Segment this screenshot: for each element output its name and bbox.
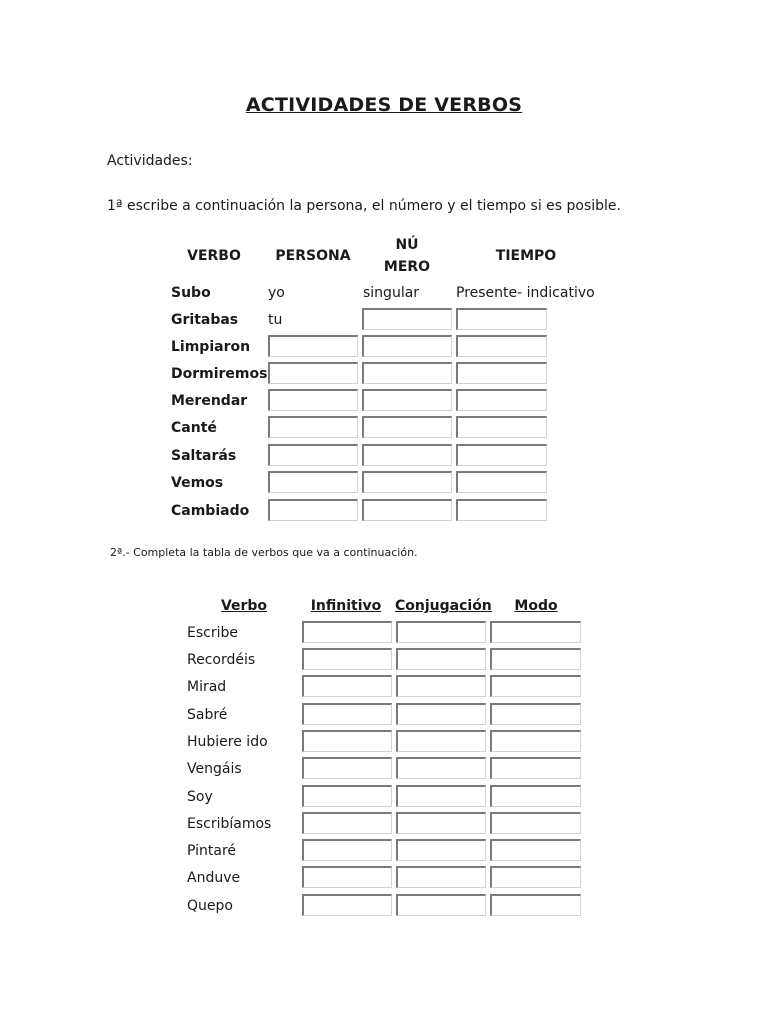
ex2-conjugation-field[interactable] [396, 812, 486, 834]
ex1-header-verb: VERBO [187, 248, 241, 264]
ex2-conjugation-field[interactable] [396, 785, 486, 807]
intro-label: Actividades: [107, 153, 193, 169]
ex1-person-field[interactable] [268, 444, 358, 466]
ex1-person-value: yo [268, 285, 285, 301]
ex1-tense-field[interactable] [456, 499, 547, 521]
ex1-number-field[interactable] [362, 335, 452, 357]
ex2-mode-field[interactable] [490, 648, 581, 670]
ex1-tense-field[interactable] [456, 389, 547, 411]
ex2-header-infinitive: Infinitivo [310, 598, 382, 614]
ex2-verb: Soy [187, 789, 213, 805]
ex1-tense-field[interactable] [456, 308, 547, 330]
ex2-infinitive-field[interactable] [302, 703, 392, 725]
ex1-header-number-line2: MERO [383, 259, 431, 275]
ex1-number-field[interactable] [362, 389, 452, 411]
ex1-person-field[interactable] [268, 389, 358, 411]
ex2-header-conjugation: Conjugación [395, 598, 492, 614]
ex1-number-value: singular [363, 285, 420, 301]
ex1-tense-field[interactable] [456, 362, 547, 384]
ex2-conjugation-field[interactable] [396, 757, 486, 779]
ex2-verb: Pintaré [187, 843, 237, 859]
page-title: ACTIVIDADES DE VERBOS [245, 94, 523, 116]
ex1-tense-value: Presente- indicativo [456, 285, 595, 301]
ex1-verb: Merendar [171, 393, 248, 409]
ex1-number-field[interactable] [362, 416, 452, 438]
ex2-header-verb: Verbo [220, 598, 268, 614]
ex2-mode-field[interactable] [490, 703, 581, 725]
ex2-infinitive-field[interactable] [302, 894, 392, 916]
ex1-verb: Vemos [171, 475, 224, 491]
ex2-mode-field[interactable] [490, 730, 581, 752]
ex2-mode-field[interactable] [490, 839, 581, 861]
ex1-number-field[interactable] [362, 499, 452, 521]
ex2-infinitive-field[interactable] [302, 648, 392, 670]
ex1-verb: Cambiado [171, 503, 250, 519]
ex2-infinitive-field[interactable] [302, 730, 392, 752]
ex1-verb: Canté [171, 420, 217, 436]
ex2-verb: Recordéis [187, 652, 256, 668]
ex2-verb: Hubiere ido [187, 734, 268, 750]
ex2-infinitive-field[interactable] [302, 866, 392, 888]
ex2-verb: Anduve [187, 870, 241, 886]
ex2-mode-field[interactable] [490, 621, 581, 643]
ex2-verb: Sabré [187, 707, 228, 723]
ex1-number-field[interactable] [362, 308, 452, 330]
ex2-mode-field[interactable] [490, 675, 581, 697]
ex1-header-number-line1: NÚ [395, 237, 419, 253]
ex2-conjugation-field[interactable] [396, 866, 486, 888]
ex1-verb: Limpiaron [171, 339, 251, 355]
ex2-infinitive-field[interactable] [302, 785, 392, 807]
ex1-person-field[interactable] [268, 362, 358, 384]
ex2-verb: Escribe [187, 625, 238, 641]
ex2-conjugation-field[interactable] [396, 894, 486, 916]
ex1-person-field[interactable] [268, 499, 358, 521]
ex2-infinitive-field[interactable] [302, 757, 392, 779]
ex2-verb: Mirad [187, 679, 227, 695]
ex2-conjugation-field[interactable] [396, 703, 486, 725]
ex1-person-field[interactable] [268, 416, 358, 438]
ex2-conjugation-field[interactable] [396, 730, 486, 752]
exercise2-instruction: 2ª.- Completa la tabla de verbos que va a continuación. [110, 546, 418, 559]
ex1-person-value: tu [268, 312, 283, 328]
ex1-person-field[interactable] [268, 335, 358, 357]
ex2-infinitive-field[interactable] [302, 675, 392, 697]
ex1-tense-field[interactable] [456, 444, 547, 466]
ex2-mode-field[interactable] [490, 757, 581, 779]
ex1-person-field[interactable] [268, 471, 358, 493]
ex2-mode-field[interactable] [490, 866, 581, 888]
ex1-verb: Saltarás [171, 448, 237, 464]
ex2-conjugation-field[interactable] [396, 675, 486, 697]
ex1-tense-field[interactable] [456, 335, 547, 357]
ex1-number-field[interactable] [362, 471, 452, 493]
ex2-conjugation-field[interactable] [396, 621, 486, 643]
ex1-header-person: PERSONA [275, 248, 351, 264]
ex1-verb: Gritabas [171, 312, 239, 328]
ex1-header-tense: TIEMPO [495, 248, 557, 264]
ex2-verb: Quepo [187, 898, 233, 914]
ex2-verb: Vengáis [187, 761, 242, 777]
ex2-conjugation-field[interactable] [396, 839, 486, 861]
ex1-tense-field[interactable] [456, 416, 547, 438]
ex2-mode-field[interactable] [490, 812, 581, 834]
ex2-infinitive-field[interactable] [302, 621, 392, 643]
ex1-verb: Subo [171, 285, 211, 301]
ex2-infinitive-field[interactable] [302, 839, 392, 861]
ex2-infinitive-field[interactable] [302, 812, 392, 834]
ex1-tense-field[interactable] [456, 471, 547, 493]
ex2-mode-field[interactable] [490, 785, 581, 807]
ex2-verb: Escribíamos [187, 816, 272, 832]
ex2-mode-field[interactable] [490, 894, 581, 916]
ex2-header-mode: Modo [514, 598, 558, 614]
ex1-verb: Dormiremos [171, 366, 268, 382]
ex1-number-field[interactable] [362, 444, 452, 466]
ex2-conjugation-field[interactable] [396, 648, 486, 670]
ex1-number-field[interactable] [362, 362, 452, 384]
exercise1-instruction: 1ª escribe a continuación la persona, el número y el tiempo si es posible. [107, 198, 621, 214]
